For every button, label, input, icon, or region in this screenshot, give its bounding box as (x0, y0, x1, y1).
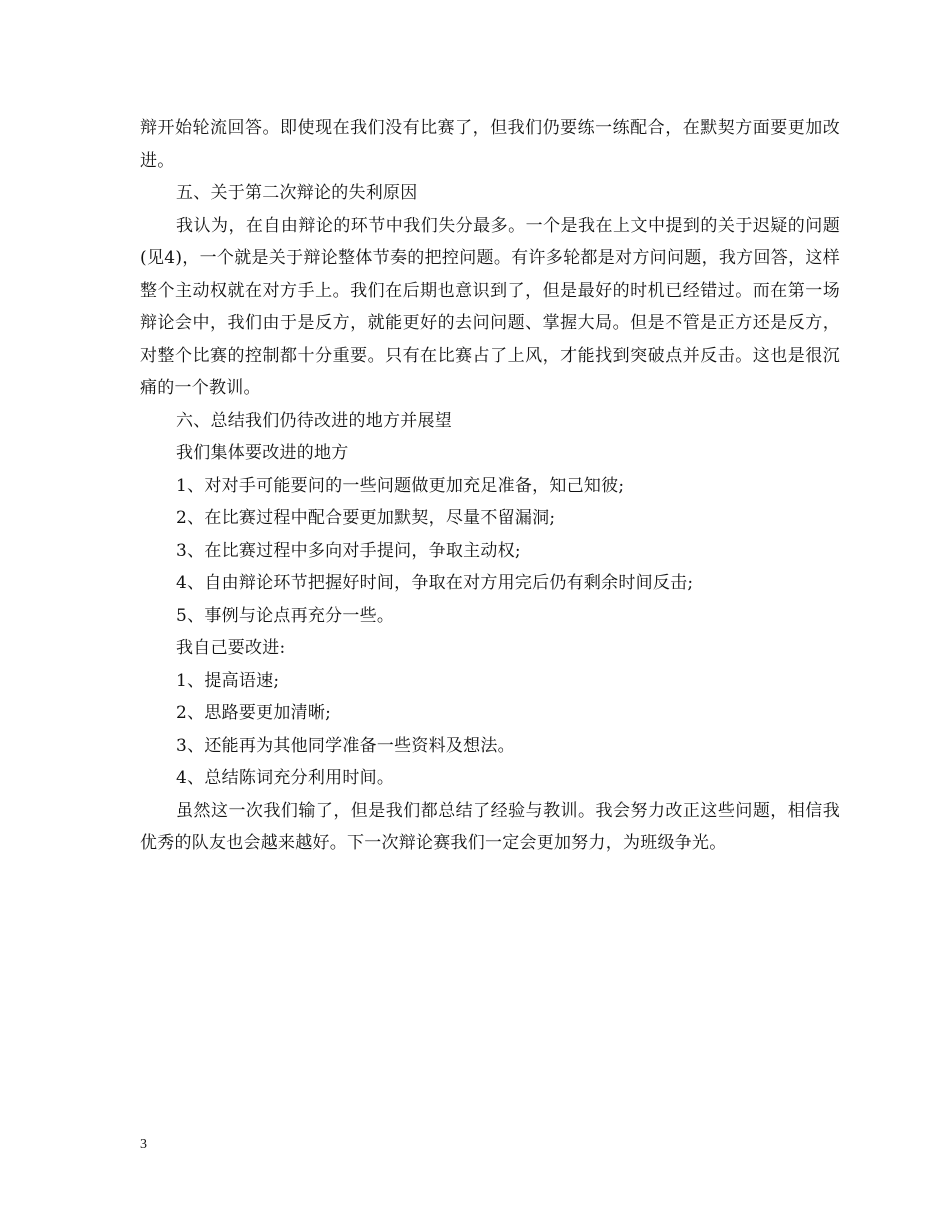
list-item-self-4: 4、总结陈词充分利用时间。 (176, 768, 395, 788)
list-item-self-3: 3、还能再为其他同学准备一些资料及想法。 (176, 735, 515, 756)
list-item-team-3: 3、在比赛过程中多向对手提问，争取主动权; (176, 540, 521, 561)
list-item-team-2: 2、在比赛过程中配合要更加默契，尽量不留漏洞; (176, 508, 556, 528)
list-item-team-1: 1、对对手可能要问的一些问题做更加充足准备，知己知彼; (176, 475, 625, 496)
page-number: 3 (140, 1137, 147, 1152)
paragraph-conclusion: 虽然这一次我们输了，但是我们都总结了经验与教训。我会努力改正这些问题，相信我优秀的队友也会越来越好。下一次辩论赛我们一定会更加努力，为班级争光。 (140, 800, 840, 853)
section-heading-5: 五、关于第二次辩论的失利原因 (176, 183, 418, 203)
subheading-team-improvements: 我们集体要改进的地方 (176, 443, 349, 463)
list-item-team-5: 5、事例与论点再充分一些。 (176, 605, 395, 626)
paragraph-continuation: 辩开始轮流回答。即使现在我们没有比赛了，但我们仍要练一练配合，在默契方面要更加改进。 (140, 118, 840, 171)
paragraph-analysis: 我认为，在自由辩论的环节中我们失分最多。一个是我在上文中提到的关于迟疑的问题(见4)，一个就是关于辩论整体节奏的把控问题。有许多轮都是对方问问题，我方回答，这样整个主动权就在对方手上。我们在后期也意识到了，但是最好的时机已经错过。而在第一场辩论会中，我们由于是反方，就能更好的去问问题、掌握大局。但是不管是正方还是反方，对整个比赛的控制都十分重要。只有在比赛占了上风，才能找到突破点并反击。这也是很沉痛的一个教训。 (140, 215, 840, 398)
section-heading-6: 六、总结我们仍待改进的地方并展望 (176, 410, 452, 431)
list-item-team-4: 4、自由辩论环节把握好时间，争取在对方用完后仍有剩余时间反击; (176, 573, 694, 593)
list-item-self-1: 1、提高语速; (176, 670, 280, 691)
document-body (140, 112, 840, 860)
subheading-self-improvements: 我自己要改进: (176, 638, 286, 658)
list-item-self-2: 2、思路要更加清晰; (176, 703, 332, 723)
